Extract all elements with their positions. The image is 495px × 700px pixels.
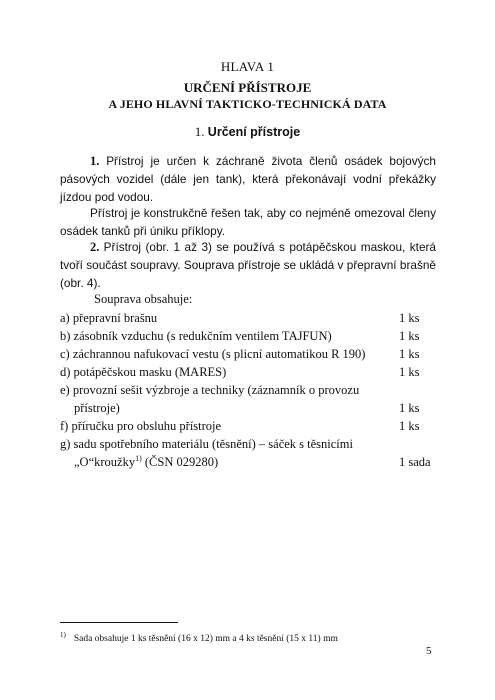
paragraph-2: [60, 204, 436, 240]
item-quantity: 1 ks: [399, 329, 420, 343]
list-item-continuation: [60, 399, 436, 417]
kit-list: [60, 309, 436, 471]
list-item: [60, 363, 436, 381]
chapter-title-line-1: URČENÍ PŘÍSTROJE: [183, 80, 312, 95]
kit-heading: Souprava obsahuje:: [94, 292, 193, 306]
footnote: [60, 631, 440, 644]
paragraph-text: Přístroj je určen k záchraně života členů osádek bojových pásových vozidel (dále jen tank), která překonávají vodní překážky jízdou pod vodou.: [60, 154, 436, 204]
item-label: b) zásobník vzduchu (s redukčním ventilem TAJFUN): [60, 329, 332, 343]
list-item: [60, 435, 436, 453]
item-label: e) provozní sešit výzbroje a techniky (záznamník o provozu: [60, 383, 360, 397]
paragraph-1: [60, 152, 436, 206]
o-ring-text: „O“kroužky: [74, 455, 136, 469]
item-quantity: 1 ks: [399, 401, 420, 415]
standard-text: (ČSN 029280): [141, 455, 219, 469]
chapter-title-line-2: A JEHO HLAVNÍ TAKTICKO-TECHNICKÁ DATA: [108, 97, 387, 111]
footnote-mark: 1): [60, 631, 66, 639]
item-quantity: 1 ks: [399, 419, 420, 433]
list-item: [60, 327, 436, 345]
item-label: a) přepravní brašnu: [60, 311, 158, 325]
list-item: [60, 345, 436, 363]
item-label: f) příručku pro obsluhu přístroje: [60, 419, 222, 433]
list-item-continuation: [60, 453, 436, 471]
list-item: [60, 309, 436, 327]
paragraph-3: [60, 238, 436, 292]
item-quantity: 1 ks: [399, 347, 420, 361]
paragraph-number: 1.: [90, 154, 100, 168]
chapter-heading: HLAVA 1: [220, 59, 275, 74]
item-label: g) sadu spotřebního materiálu (těsnění) – sáček s těsnicími: [60, 437, 353, 451]
list-item: [60, 381, 436, 399]
item-label-continuation: [74, 453, 218, 471]
item-quantity: 1 sada: [399, 455, 431, 469]
footnote-divider: [60, 622, 178, 623]
section-heading: [0, 124, 495, 140]
footnote-text: Sada obsahuje 1 ks těsnění (16 x 12) mm a 4 ks těsnění (15 x 11) mm: [73, 634, 338, 645]
section-number: 1.: [194, 124, 205, 139]
list-item: [60, 417, 436, 435]
paragraph-text: Přístroj je konstrukčně řešen tak, aby co nejméně omezoval členy osádek tanků při úniku příklopy.: [60, 206, 436, 238]
item-quantity: 1 ks: [399, 365, 420, 379]
section-title: Určení přístroje: [207, 125, 301, 139]
item-label-continuation: přístroje): [74, 401, 120, 415]
paragraph-text: Přístroj (obr. 1 až 3) se používá s potápěčskou maskou, která tvoří součást soupravy. Souprava přístroje se ukládá v přepravní brašně (obr. 4).: [60, 240, 436, 290]
paragraph-number: 2.: [90, 240, 100, 254]
footnote-reference: 1): [135, 453, 142, 463]
page-number: 5: [426, 645, 432, 657]
item-label: d) potápěčskou masku (MARES): [60, 365, 227, 379]
item-label: c) záchrannou nafukovací vestu (s plicní automatikou R 190): [60, 347, 366, 361]
item-quantity: 1 ks: [399, 311, 420, 325]
